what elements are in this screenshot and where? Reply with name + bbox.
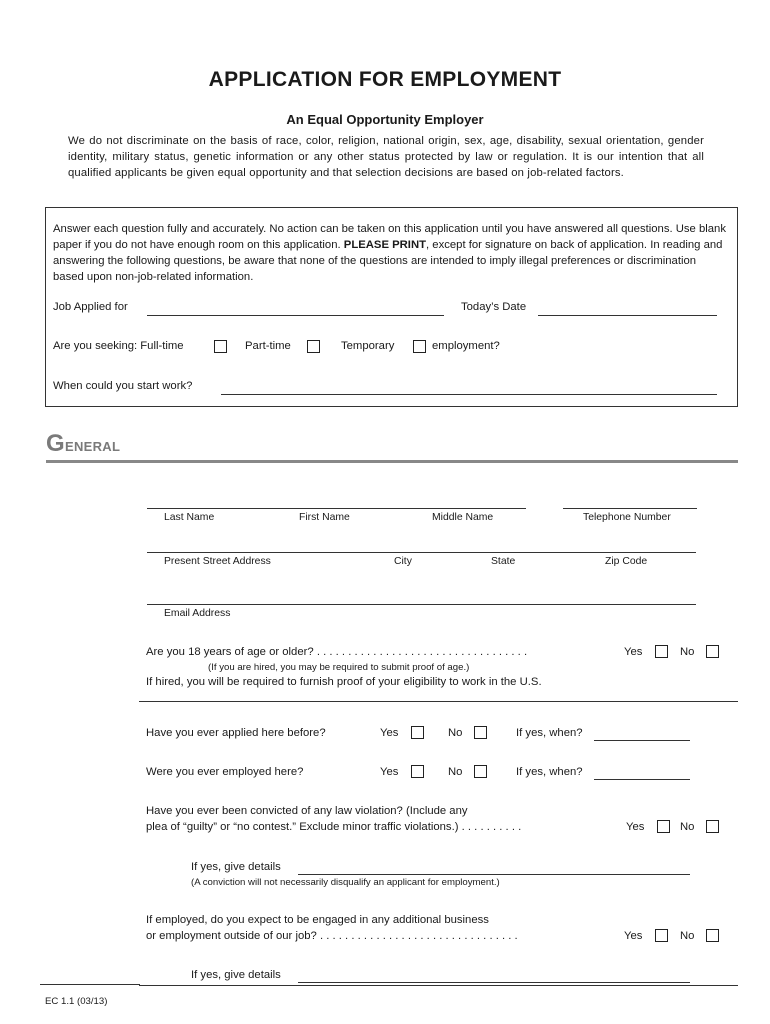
seeking-label: Are you seeking: Full-time [53, 340, 184, 352]
applied-no-checkbox[interactable] [474, 726, 487, 739]
applied-yes-checkbox[interactable] [411, 726, 424, 739]
divider-line [139, 701, 738, 702]
section-title-cap: G [46, 430, 65, 457]
part-time-checkbox[interactable] [307, 340, 320, 353]
age-no-checkbox[interactable] [706, 645, 719, 658]
employed-yes-checkbox[interactable] [411, 765, 424, 778]
eligibility-note: If hired, you will be required to furnish proof of your eligibility to work in the U.S. [146, 676, 542, 688]
employed-when-label: If yes, when? [516, 766, 583, 778]
business-question-line1: If employed, do you expect to be engaged in any additional business [146, 914, 489, 926]
middle-name-label: Middle Name [432, 512, 494, 523]
business-yes-label: Yes [624, 930, 643, 942]
job-applied-field[interactable] [147, 315, 444, 316]
conviction-details-field[interactable] [298, 874, 690, 875]
instructions-text [53, 221, 727, 285]
business-dot-leader: . . . . . . . . . . . . . . . . . . . . . . . . . . . . . . . . [319, 930, 518, 942]
email-field[interactable] [147, 604, 696, 605]
employed-no-label: No [448, 766, 463, 778]
section-title-general [46, 430, 120, 458]
business-yes-checkbox[interactable] [655, 929, 668, 942]
todays-date-label: Today’s Date [461, 301, 527, 313]
street-address-label: Present Street Address [164, 556, 271, 567]
applied-yes-label: Yes [380, 727, 399, 739]
age-yes-checkbox[interactable] [655, 645, 668, 658]
page-title: APPLICATION FOR EMPLOYMENT [208, 68, 562, 91]
form-code: EC 1.1 (03/13) [45, 996, 108, 1007]
job-applied-label: Job Applied for [53, 301, 128, 313]
please-print-emphasis: PLEASE PRINT [343, 239, 427, 251]
applied-before-question: Have you ever applied here before? [146, 727, 326, 739]
business-line2-text: or employment outside of our job? [146, 930, 317, 942]
telephone-field[interactable] [563, 508, 697, 509]
age-question [146, 646, 527, 658]
start-work-label: When could you start work? [53, 380, 193, 392]
conviction-no-checkbox[interactable] [706, 820, 719, 833]
conviction-yes-checkbox[interactable] [657, 820, 670, 833]
employed-before-question: Were you ever employed here? [146, 766, 304, 778]
conviction-dot-leader: . . . . . . . . . . [461, 821, 522, 833]
conviction-question-line2 [146, 821, 521, 833]
name-field[interactable] [147, 508, 526, 509]
age-proof-note: (If you are hired, you may be required to submit proof of age.) [208, 662, 470, 673]
conviction-no-label: No [680, 821, 695, 833]
employed-yes-label: Yes [380, 766, 399, 778]
temporary-checkbox[interactable] [413, 340, 426, 353]
conviction-note: (A conviction will not necessarily disqualify an applicant for employment.) [191, 877, 500, 888]
conviction-line2-text: plea of “guilty” or “no contest.” Exclude minor traffic violations.) [146, 821, 459, 833]
business-details-field[interactable] [298, 982, 690, 983]
address-field[interactable] [147, 552, 696, 553]
age-question-text: Are you 18 years of age or older? [146, 646, 314, 658]
section-title-rest: ENERAL [64, 439, 121, 454]
employment-label: employment? [432, 340, 500, 352]
city-label: City [394, 556, 412, 567]
first-name-label: First Name [299, 512, 350, 523]
state-label: State [491, 556, 516, 567]
footer-rule [139, 985, 738, 986]
conviction-details-label: If yes, give details [191, 861, 281, 873]
conviction-yes-label: Yes [626, 821, 645, 833]
applied-no-label: No [448, 727, 463, 739]
todays-date-field[interactable] [538, 315, 717, 316]
temporary-label: Temporary [341, 340, 395, 352]
conviction-question-line1: Have you ever been convicted of any law violation? (Include any [146, 805, 468, 817]
email-label: Email Address [164, 608, 231, 619]
footer-rule-left [40, 984, 140, 985]
full-time-checkbox[interactable] [214, 340, 227, 353]
part-time-label: Part-time [245, 340, 291, 352]
last-name-label: Last Name [164, 512, 215, 523]
instructions-part1: Answer each question fully and accurately. No action can be taken on this application until you have answered all questions. Use blank paper if you do not have enough room on this application. [53, 223, 726, 251]
section-divider [46, 460, 738, 463]
age-dot-leader: . . . . . . . . . . . . . . . . . . . . . . . . . . . . . . . . . . [316, 646, 528, 658]
business-details-label: If yes, give details [191, 969, 281, 981]
employed-when-field[interactable] [594, 779, 690, 780]
business-question-line2 [146, 930, 518, 942]
applied-when-field[interactable] [594, 740, 690, 741]
applied-when-label: If yes, when? [516, 727, 583, 739]
age-yes-label: Yes [624, 646, 643, 658]
eeo-disclaimer: We do not discriminate on the basis of race, color, religion, national origin, sex, age, disability, sexual orientation, gender identity, military status, genetic information or any other status protected by law or regulation. It is our intention that all qualified applicants be given equal opportunity and that selection decisions are based on job-related factors. [68, 135, 704, 179]
age-no-label: No [680, 646, 695, 658]
business-no-label: No [680, 930, 695, 942]
business-no-checkbox[interactable] [706, 929, 719, 942]
zip-code-label: Zip Code [605, 556, 648, 567]
employed-no-checkbox[interactable] [474, 765, 487, 778]
telephone-label: Telephone Number [583, 512, 671, 523]
page-subtitle: An Equal Opportunity Employer [286, 112, 484, 127]
instructions-part2: , except for signature on back of application. In reading and answering the following questions, be aware that none of the questions are intended to imply illegal preferences or discrimination based upon non-job-related information. [53, 239, 723, 283]
start-work-field[interactable] [221, 394, 717, 395]
